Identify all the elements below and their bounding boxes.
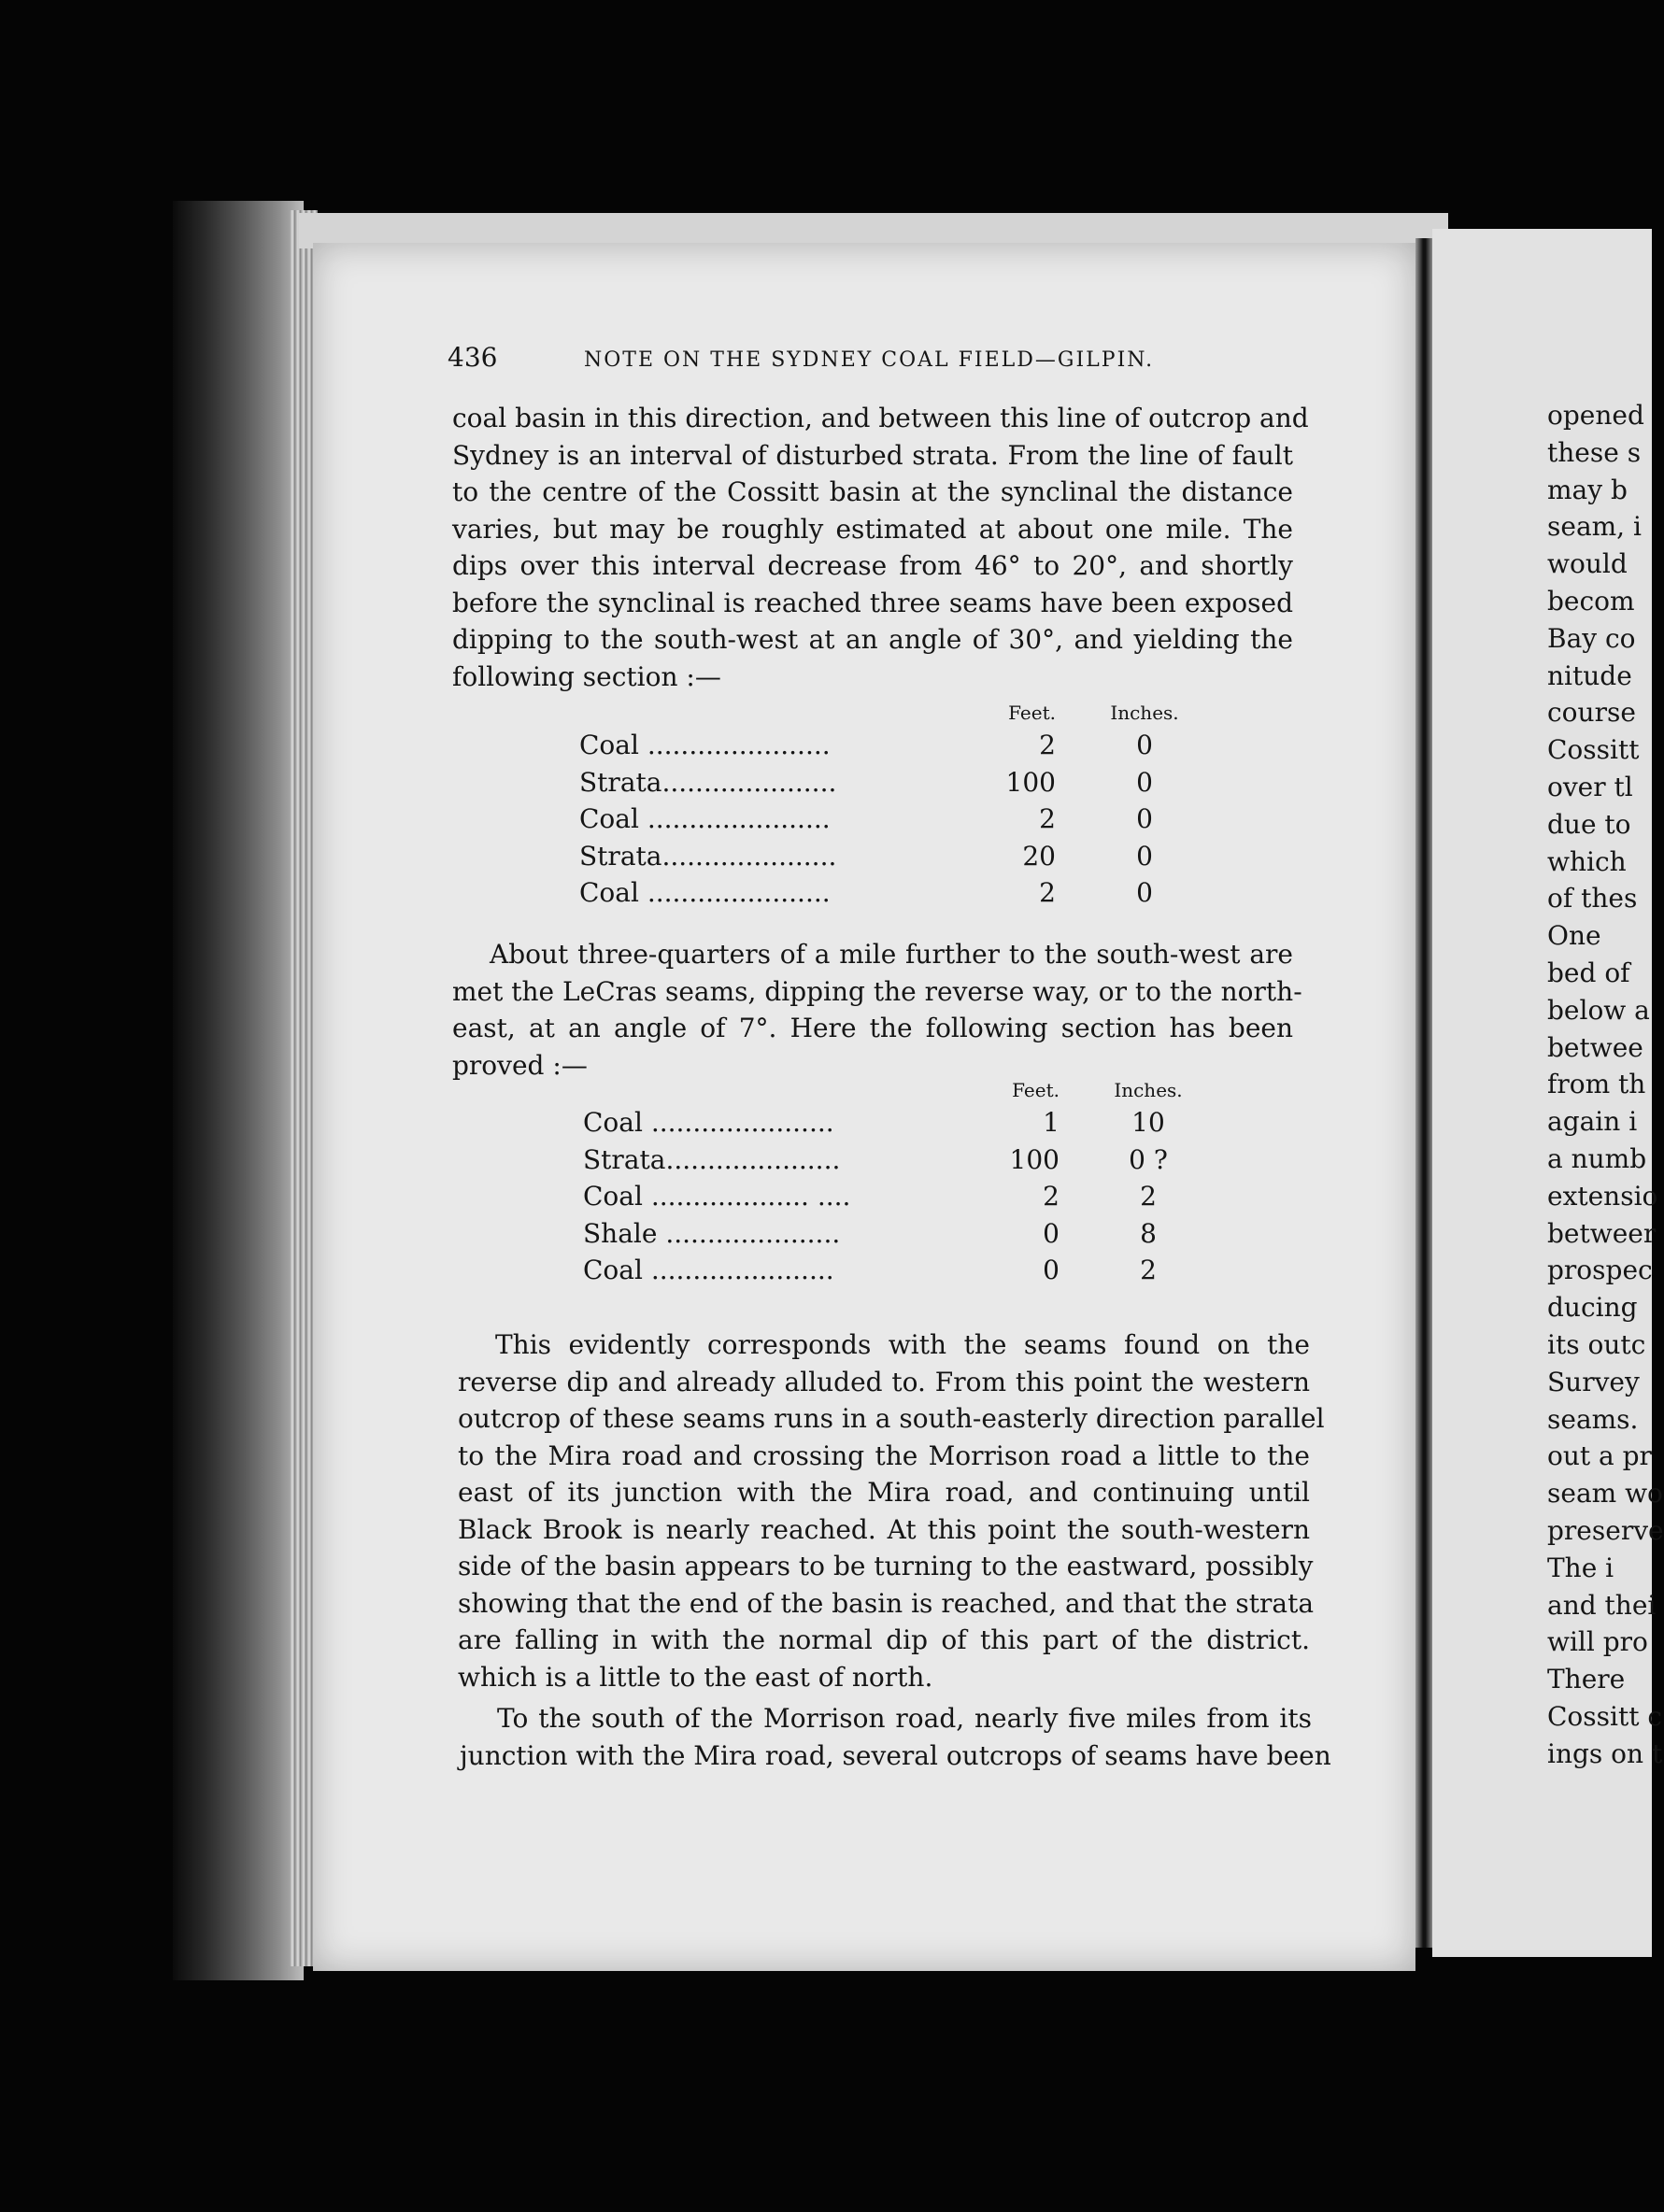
- text-line: course: [1547, 697, 1636, 729]
- text-line: bed of: [1547, 957, 1630, 988]
- text-line: ings on t: [1547, 1737, 1663, 1769]
- feet-value: 20: [1022, 840, 1056, 872]
- table-row: [583, 1141, 1237, 1179]
- inches-value: 8: [1140, 1217, 1157, 1249]
- text-line: which is a little to the east of north.: [458, 1661, 933, 1693]
- text-line: may b: [1547, 474, 1628, 505]
- feet-value: 2: [1039, 877, 1056, 909]
- text-line: The i: [1547, 1552, 1614, 1583]
- running-head: NOTE ON THE SYDNEY COAL FIELD—GILPIN.: [584, 348, 1155, 372]
- feet-value: 2: [1043, 1181, 1060, 1212]
- text-line: There: [1547, 1664, 1626, 1695]
- table-row: [579, 874, 1233, 912]
- text-line: coal basin in this direction, and between this line of outcrop and: [452, 403, 1309, 433]
- text-line: out a pr: [1547, 1440, 1652, 1472]
- text-line: outcrop of these seams runs in a south-easterly direction parallel: [458, 1403, 1325, 1434]
- text-line: over tl: [1547, 771, 1633, 802]
- inches-value: 2: [1140, 1255, 1157, 1286]
- text-line: and thei: [1547, 1589, 1657, 1621]
- inches-value: 0: [1136, 803, 1153, 835]
- text-line: which: [1547, 845, 1627, 877]
- text-line: showing that the end of the basin is reached, and that the strata: [458, 1587, 1315, 1619]
- inches-value: 2: [1140, 1181, 1157, 1212]
- stratum-label: Strata.....................: [579, 766, 837, 798]
- book-gutter: [1415, 238, 1432, 1948]
- stratum-label: Coal ......................: [579, 877, 831, 909]
- inches-value: 0: [1136, 766, 1153, 798]
- text-line: east, at an angle of 7°. Here the following section has been: [452, 1013, 1293, 1043]
- text-line: again i: [1547, 1106, 1638, 1138]
- stratum-label: Coal ......................: [579, 803, 831, 835]
- page-number: 436: [448, 342, 498, 373]
- text-line: Black Brook is nearly reached. At this point the south-western: [458, 1513, 1310, 1545]
- text-line: seam wo: [1547, 1478, 1663, 1510]
- text-line: About three-quarters of a mile further to the south-west are: [490, 939, 1293, 970]
- text-line: will pro: [1547, 1626, 1648, 1658]
- inches-value: 0 ?: [1129, 1143, 1168, 1175]
- feet-value: 0: [1043, 1217, 1060, 1249]
- stratum-label: Coal ......................: [583, 1255, 834, 1286]
- paragraph-4: [460, 1700, 1331, 1774]
- text-line: junction with the Mira road, several outcrops of seams have been: [460, 1739, 1331, 1771]
- stratum-label: Coal ......................: [583, 1107, 834, 1139]
- table-row: [583, 1215, 1237, 1253]
- text-line: due to: [1547, 808, 1631, 840]
- text-line: are falling in with the normal dip of this part of the district.: [458, 1624, 1310, 1655]
- book-page-edges: [173, 201, 304, 1980]
- paragraph-2: [452, 936, 1302, 1084]
- text-line: seam, i: [1547, 511, 1642, 543]
- section-table-1: [579, 699, 1233, 912]
- table-row: [579, 801, 1233, 838]
- text-line: from th: [1547, 1069, 1646, 1100]
- feet-value: 2: [1039, 803, 1056, 835]
- text-line: Cossitt c: [1547, 1700, 1663, 1732]
- feet-value: 0: [1043, 1255, 1060, 1286]
- feet-value: 2: [1039, 730, 1056, 761]
- table-header-row: [583, 1076, 1237, 1104]
- stratum-label: Coal ......................: [579, 730, 831, 761]
- text-line: following section :—: [452, 660, 721, 692]
- text-line: varies, but may be roughly estimated at about one mile. The: [452, 513, 1293, 545]
- right-page-text: [1547, 400, 1664, 1775]
- stratum-label: Coal ................... ....: [583, 1181, 851, 1212]
- text-line: extensio: [1547, 1180, 1658, 1212]
- text-line: betwee: [1547, 1031, 1643, 1063]
- feet-value: 1: [1043, 1107, 1060, 1139]
- text-line: a numb: [1547, 1142, 1647, 1174]
- text-line: its outc: [1547, 1328, 1646, 1360]
- text-line: Bay co: [1547, 622, 1636, 654]
- text-line: before the synclinal is reached three seams have been exposed: [452, 587, 1293, 618]
- text-line: proved :—: [452, 1049, 588, 1081]
- text-line: betweer: [1547, 1217, 1657, 1249]
- text-line: to the centre of the Cossitt basin at the synclinal the distance: [452, 476, 1293, 507]
- text-line: met the LeCras seams, dipping the reverse way, or to the north-: [452, 975, 1302, 1007]
- paragraph-1: [452, 400, 1309, 695]
- stratum-label: Strata.....................: [583, 1143, 841, 1175]
- paragraph-3: [458, 1326, 1325, 1695]
- text-line: dips over this interval decrease from 46° to 20°, and shortly: [452, 550, 1293, 581]
- text-line: seams.: [1547, 1403, 1639, 1435]
- feet-value: 100: [1005, 766, 1056, 798]
- text-line: One: [1547, 920, 1601, 952]
- text-line: preserve: [1547, 1514, 1664, 1546]
- feet-value: 100: [1009, 1143, 1060, 1175]
- text-line: Cossitt: [1547, 734, 1640, 766]
- table-header-row: [579, 699, 1233, 727]
- section-table-2: [583, 1076, 1237, 1289]
- column-header-feet: Feet.: [1012, 1079, 1060, 1101]
- inches-value: 10: [1131, 1107, 1165, 1139]
- column-header-inches: Inches.: [1114, 1079, 1183, 1101]
- table-row: [583, 1104, 1237, 1141]
- stratum-label: Strata.....................: [579, 840, 837, 872]
- text-line: side of the basin appears to be turning to the eastward, possibly: [458, 1551, 1314, 1581]
- text-line: becom: [1547, 585, 1635, 617]
- inches-value: 0: [1136, 877, 1153, 909]
- inches-value: 0: [1136, 730, 1153, 761]
- column-header-feet: Feet.: [1008, 702, 1056, 724]
- text-line: reverse dip and already alluded to. From this point the western: [458, 1366, 1310, 1397]
- text-line: nitude: [1547, 659, 1632, 691]
- text-line: these s: [1547, 436, 1642, 468]
- table-row: [579, 838, 1233, 875]
- text-line: to the Mira road and crossing the Morrison road a little to the: [458, 1439, 1310, 1471]
- stratum-label: Shale .....................: [583, 1217, 841, 1249]
- text-line: would: [1547, 548, 1628, 580]
- text-line: east of its junction with the Mira road, and continuing until: [458, 1477, 1310, 1508]
- text-line: Survey: [1547, 1366, 1640, 1397]
- text-line: ducing: [1547, 1292, 1638, 1324]
- text-line: This evidently corresponds with the seams found on the: [495, 1329, 1310, 1360]
- text-line: To the south of the Morrison road, nearly five miles from its: [497, 1703, 1312, 1734]
- text-line: Sydney is an interval of disturbed strata. From the line of fault: [452, 439, 1293, 471]
- text-line: prospec: [1547, 1255, 1653, 1286]
- column-header-inches: Inches.: [1110, 702, 1179, 724]
- text-line: of thes: [1547, 883, 1638, 915]
- table-row: [579, 764, 1233, 801]
- inches-value: 0: [1136, 840, 1153, 872]
- text-line: opened: [1547, 400, 1644, 431]
- table-row: [583, 1252, 1237, 1289]
- text-line: dipping to the south-west at an angle of 30°, and yielding the: [452, 624, 1293, 655]
- table-row: [583, 1178, 1237, 1215]
- table-row: [579, 727, 1233, 764]
- text-line: below a: [1547, 994, 1650, 1026]
